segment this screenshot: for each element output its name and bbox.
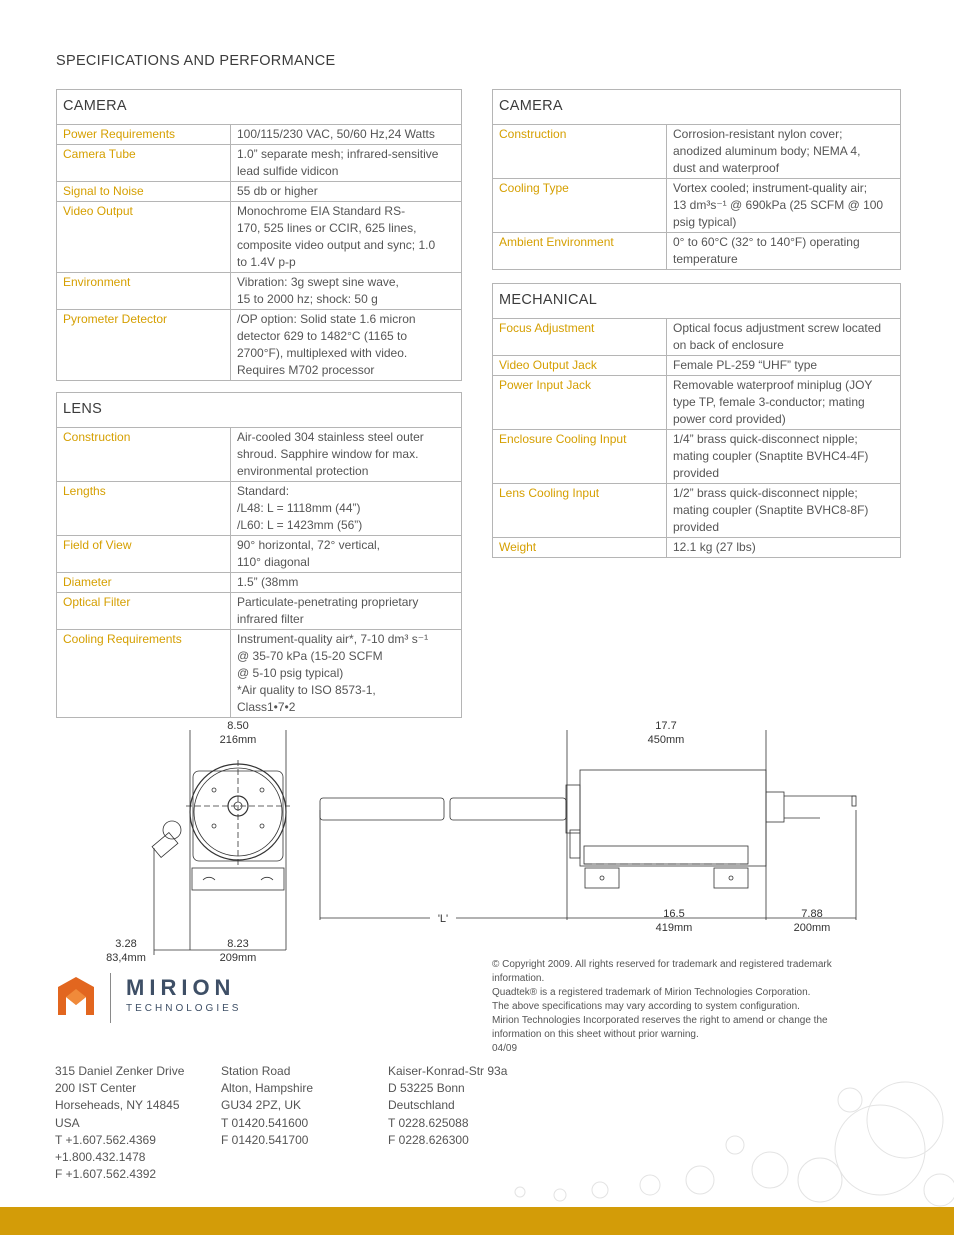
spec-label: Environment	[57, 273, 231, 309]
spec-label: Weight	[493, 538, 667, 557]
spec-value: 1.5” (38mm	[237, 575, 299, 589]
body-length-label	[634, 719, 698, 747]
spec-label: Lens Cooling Input	[493, 484, 667, 537]
spec-value: 1.0” separate mesh; infrared-sensitive lead sulfide vidicon	[237, 147, 439, 178]
body-short-in: 16.5	[663, 908, 685, 920]
address-us: 315 Daniel Zenker Drive 200 IST Center Horseheads, NY 14845 USA T +1.607.562.4369 +1.800.432.1478 F +1.607.562.4392	[55, 1064, 185, 1182]
offset-right-mm: 209mm	[219, 952, 257, 964]
body-short-mm: 419mm	[655, 922, 693, 934]
spec-label: Ambient Environment	[493, 233, 667, 269]
spec-label: Cooling Requirements	[57, 630, 231, 717]
mirion-mark-icon	[54, 975, 98, 1019]
spec-value: Vortex cooled; instrument-quality air; 13 dm³s⁻¹ @ 690kPa (25 SCFM @ 100 psig typical)	[673, 181, 884, 229]
offset-left-mm: 83,4mm	[106, 952, 146, 964]
front-width-in: 8.50	[227, 720, 249, 732]
spec-value: Standard: /L48: L = 1118mm (44”) /L60: L = 1423mm (56”)	[237, 484, 363, 532]
logo-name: MIRION	[126, 975, 236, 1000]
spec-value: Female PL-259 “UHF” type	[673, 358, 818, 372]
logo-tagline: TECHNOLOGIES	[126, 1003, 242, 1014]
spec-value: 1/2” brass quick-disconnect nipple; mating coupler (Snaptite BVHC8-8F) provided	[673, 486, 869, 534]
spec-label: Enclosure Cooling Input	[493, 430, 667, 483]
spec-value: 55 db or higher	[237, 184, 318, 198]
offset-right-in: 8.23	[227, 938, 249, 950]
lens-length-label: 'L'	[437, 913, 449, 925]
logo-divider	[110, 973, 111, 1023]
spec-value: Particulate-penetrating proprietary infrared filter	[237, 595, 419, 626]
address-de: Kaiser-Konrad-Str 93a D 53225 Bonn Deutschland T 0228.625088 F 0228.626300	[388, 1064, 508, 1147]
offset-right-label	[208, 937, 268, 965]
footer-bar	[0, 1207, 954, 1235]
body-length-in: 17.7	[655, 720, 677, 732]
spec-value: Optical focus adjustment screw located on back of enclosure	[673, 321, 882, 352]
mirion-logo	[54, 973, 254, 1025]
spec-label: Optical Filter	[57, 593, 231, 629]
offset-left-in: 3.28	[115, 938, 137, 950]
spec-label: Cooling Type	[493, 179, 667, 232]
spec-label: Construction	[493, 125, 667, 178]
spec-value: 100/115/230 VAC, 50/60 Hz,24 Watts	[237, 127, 435, 141]
rear-mm: 200mm	[793, 922, 831, 934]
spec-value: Vibration: 3g swept sine wave, 15 to 2000 hz; shock: 50 g	[237, 275, 399, 306]
front-width-label	[206, 719, 270, 747]
spec-value: /OP option: Solid state 1.6 micron detector 629 to 1482°C (1165 to 2700°F), multiplexed with video. Requires M702 processor	[237, 312, 416, 377]
offset-left-label	[96, 937, 156, 965]
spec-value: Air-cooled 304 stainless steel outer shroud. Sapphire window for max. environmental protection	[237, 430, 424, 478]
spec-value: Instrument-quality air*, 7-10 dm³ s⁻¹ @ 35-70 kPa (15-20 SCFM @ 5-10 psig typical) *Air quality to ISO 8573-1, Class1•7•2	[237, 632, 429, 714]
spec-value: 90° horizontal, 72° vertical, 110° diagonal	[237, 538, 381, 569]
spec-label: Pyrometer Detector	[57, 310, 231, 380]
spec-label: Power Input Jack	[493, 376, 667, 429]
rear-label	[780, 907, 844, 935]
spec-label: Lengths	[57, 482, 231, 535]
spec-label: Video Output	[57, 202, 231, 272]
spec-label: Focus Adjustment	[493, 319, 667, 355]
camera-right-table-title: CAMERA	[493, 90, 900, 125]
spec-label: Video Output Jack	[493, 356, 667, 375]
spec-label: Construction	[57, 428, 231, 481]
front-width-mm: 216mm	[219, 734, 257, 746]
spec-value: Corrosion-resistant nylon cover; anodized aluminum body; NEMA 4, dust and waterproof	[673, 127, 861, 175]
spec-label: Power Requirements	[57, 125, 231, 144]
copyright-notice: © Copyright 2009. All rights reserved for trademark and registered trademark information. Quadtek® is a registered trademark of Mirion Technologies Corporation. The above specifications may vary according to system configuration. Mirion Technologies Incorporated reserves the right to amend or change the information on this sheet without prior warning. 04/09	[492, 959, 832, 1054]
spec-value: Monochrome EIA Standard RS- 170, 525 lines or CCIR, 625 lines, composite video output and sync; 1.0 to 1.4V p-p	[237, 204, 436, 269]
spec-label: Camera Tube	[57, 145, 231, 181]
camera-table-title: CAMERA	[57, 90, 461, 125]
spec-value: 12.1 kg (27 lbs)	[673, 540, 756, 554]
address-uk: Station Road Alton, Hampshire GU34 2PZ, UK T 01420.541600 F 01420.541700	[221, 1064, 314, 1147]
body-short-label	[642, 907, 706, 935]
spec-label: Signal to Noise	[57, 182, 231, 201]
page-title: SPECIFICATIONS AND PERFORMANCE	[56, 53, 336, 69]
mechanical-table-title: MECHANICAL	[493, 284, 900, 319]
spec-value: 1/4” brass quick-disconnect nipple; mating coupler (Snaptite BVHC4-4F) provided	[673, 432, 869, 480]
spec-label: Diameter	[57, 573, 231, 592]
spec-value: Removable waterproof miniplug (JOY type TP, female 3-conductor; mating power cord provided)	[673, 378, 873, 426]
lens-table-title: LENS	[57, 393, 461, 428]
spec-label: Field of View	[57, 536, 231, 572]
rear-in: 7.88	[801, 908, 823, 920]
spec-value: 0° to 60°C (32° to 140°F) operating temperature	[673, 235, 860, 266]
body-length-mm: 450mm	[647, 734, 685, 746]
